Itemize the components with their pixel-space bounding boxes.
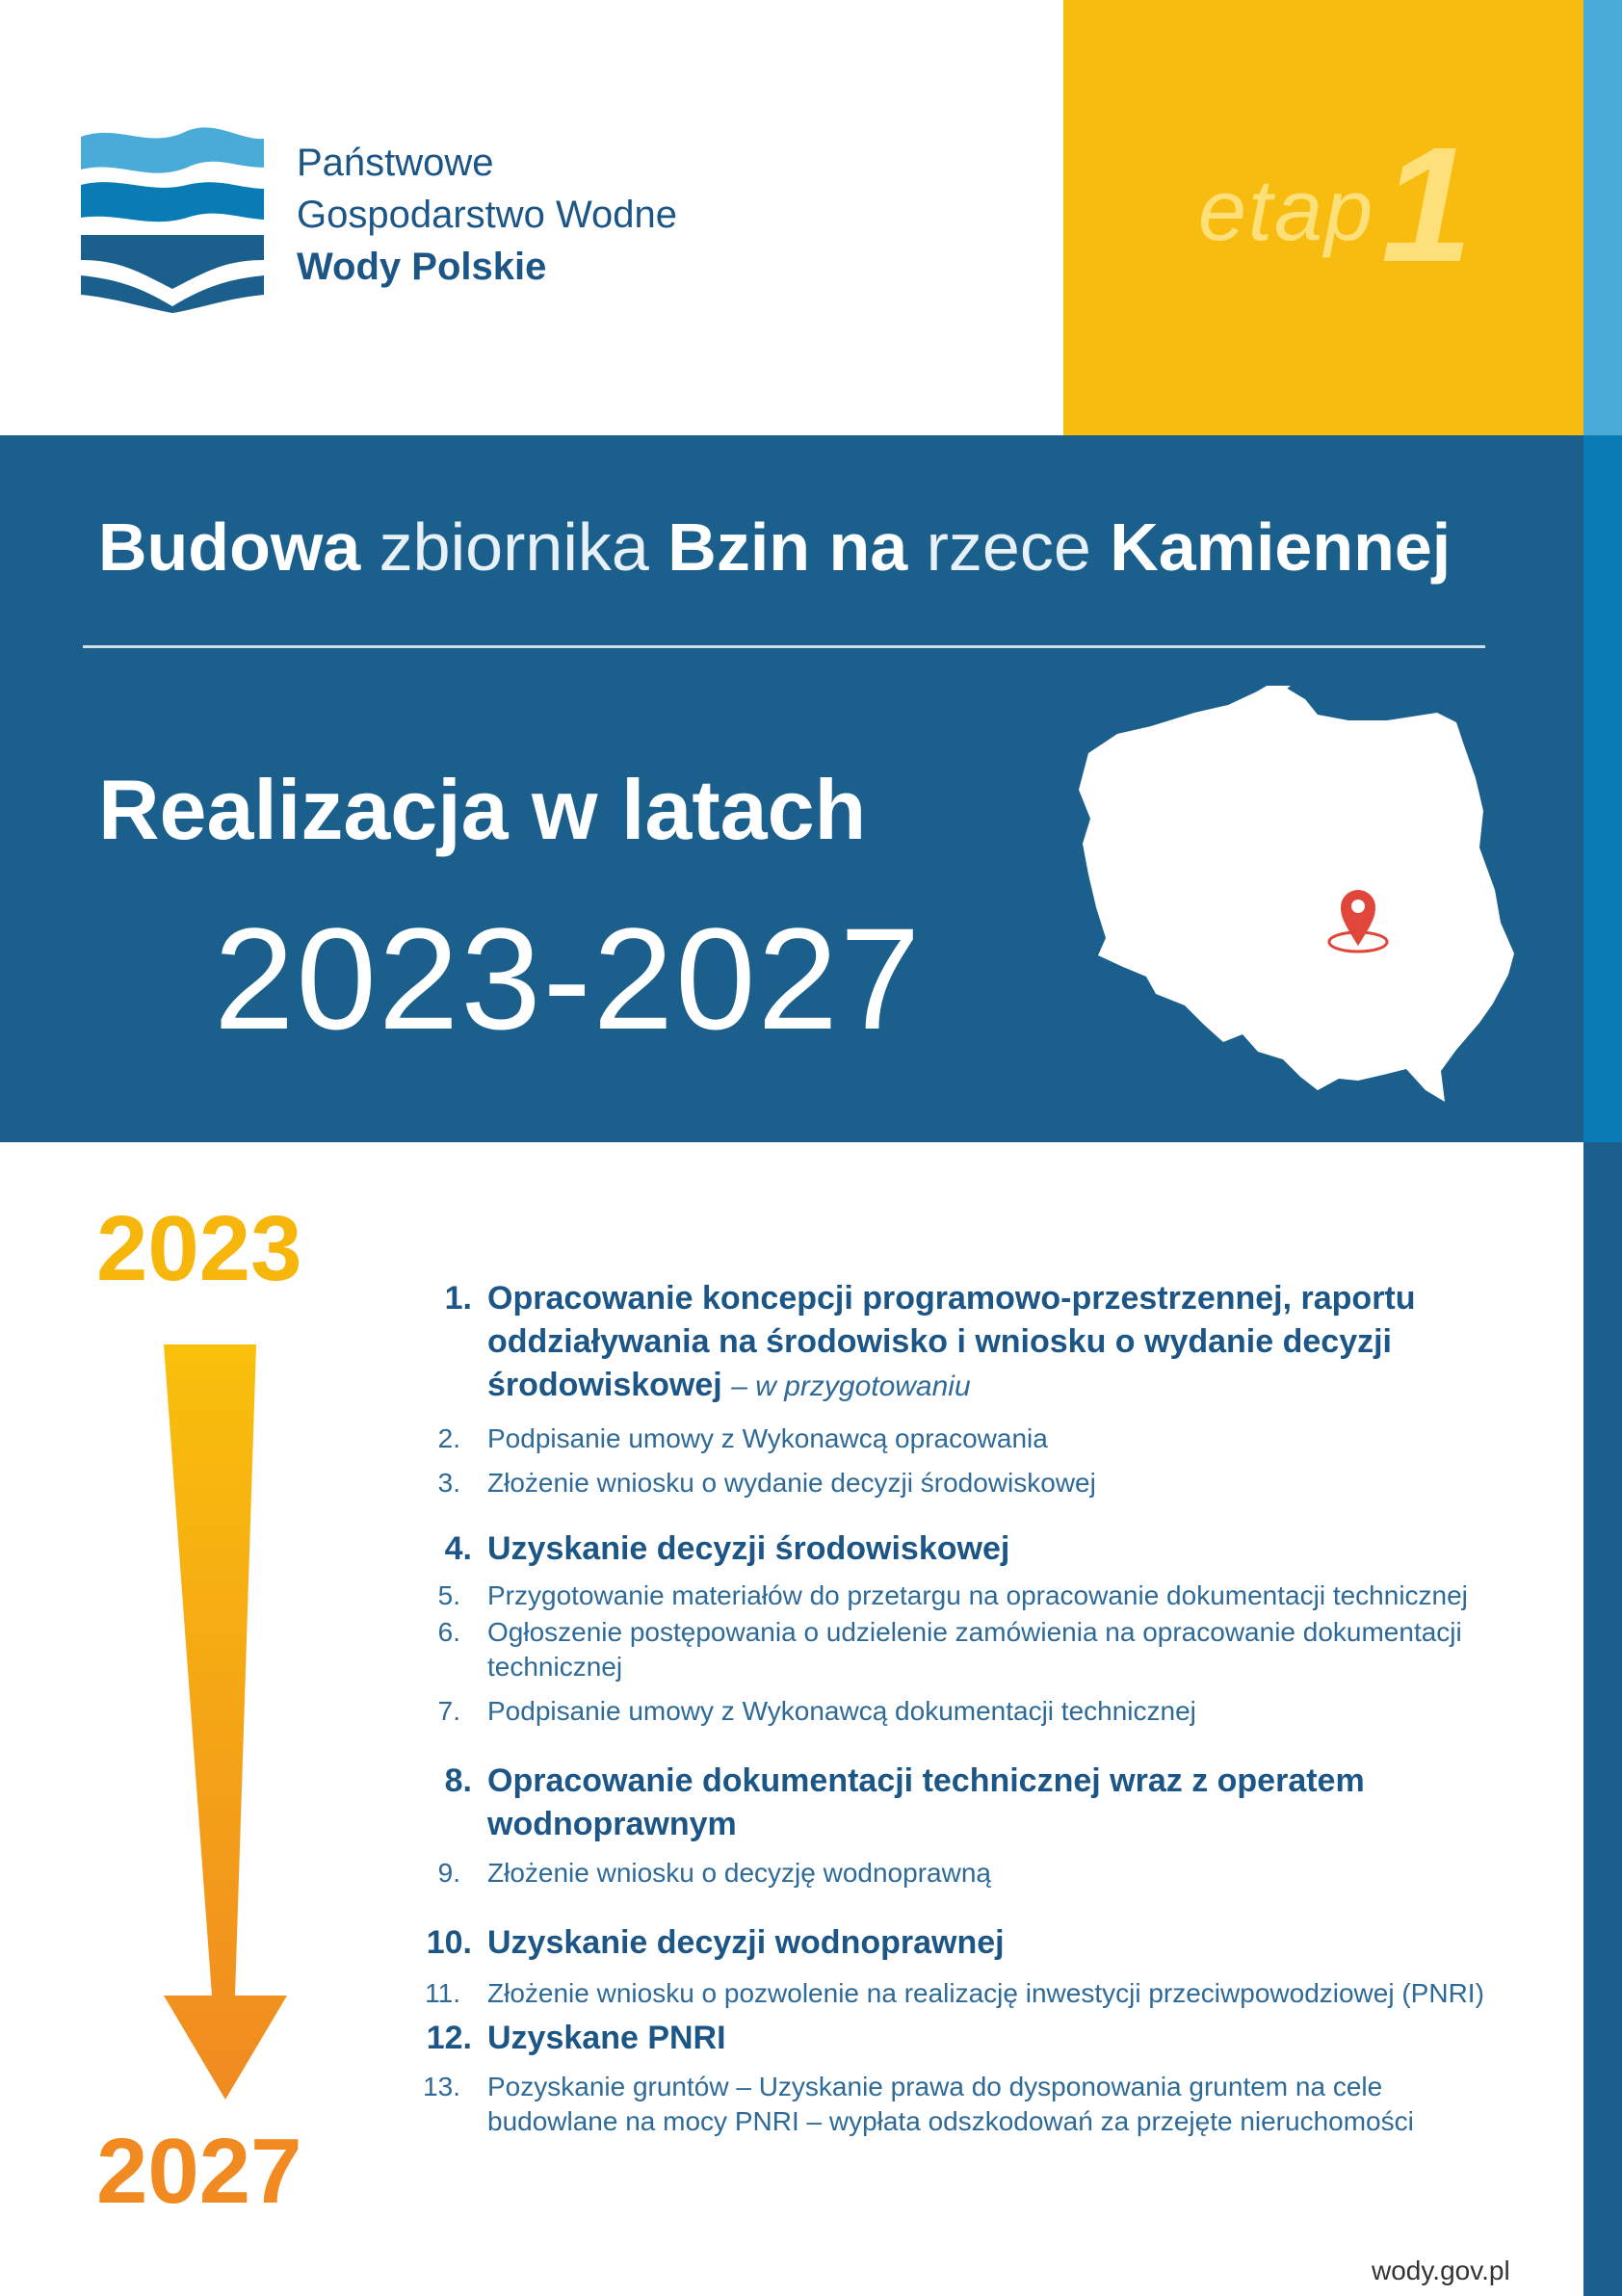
stage-badge xyxy=(1063,0,1583,435)
step-text: Uzyskanie decyzji środowiskowej xyxy=(487,1530,1010,1567)
step-item xyxy=(414,1527,1503,1571)
logo-line-2: Gospodarstwo Wodne xyxy=(297,194,678,236)
logo-line-1: Państwowe xyxy=(297,142,494,184)
step-text: Złożenie wniosku o pozwolenie na realizację inwestycji przeciwpowodziowej (PNRI) xyxy=(487,1978,1484,2008)
steps-list xyxy=(414,1277,1503,2139)
step-number: 3. xyxy=(437,1468,460,1498)
step-item xyxy=(414,1760,1503,1846)
divider xyxy=(83,645,1485,648)
step-number: 11. xyxy=(425,1978,460,2008)
poland-map-icon xyxy=(1060,686,1522,1109)
edge-stripe-medium xyxy=(1583,435,1622,1142)
project-title xyxy=(98,510,1451,585)
step-status-note: – w przygotowaniu xyxy=(731,1370,971,1402)
step-number: 4. xyxy=(444,1530,472,1567)
title-part-5: Kamiennej xyxy=(1110,509,1452,585)
step-text: Przygotowanie materiałów do przetargu na opracowanie dokumentacji technicznej xyxy=(487,1580,1468,1610)
step-number: 8. xyxy=(444,1762,472,1799)
title-part-4: rzece xyxy=(926,509,1091,585)
step-item xyxy=(414,1422,1503,1456)
website-link[interactable]: wody.gov.pl xyxy=(1372,2256,1510,2285)
organization-name xyxy=(297,137,677,293)
stage-number: 1 xyxy=(1381,114,1473,297)
realization-heading: Realizacja w latach xyxy=(98,762,867,857)
logo-line-3: Wody Polskie xyxy=(297,246,547,288)
step-item xyxy=(414,1921,1503,1965)
step-text: Uzyskanie decyzji wodnoprawnej xyxy=(487,1924,1005,1961)
step-number: 10. xyxy=(426,1924,472,1961)
timeline-end-year: 2027 xyxy=(96,2120,302,2223)
step-text: Podpisanie umowy z Wykonawcą opracowania xyxy=(487,1423,1048,1453)
realization-years: 2023-2027 xyxy=(214,898,923,1059)
wody-polskie-logo-icon xyxy=(81,125,264,313)
step-number: 5. xyxy=(437,1580,460,1610)
step-text: Pozyskanie gruntów – Uzyskanie prawa do dysponowania gruntem na cele budowlane na mocy PNRI – wypłata odszkodowań za przejęte nieruchomości xyxy=(487,2072,1414,2136)
timeline-start-year: 2023 xyxy=(96,1197,302,1300)
step-item xyxy=(414,1277,1503,1408)
stage-label: etap xyxy=(1198,163,1375,259)
step-number: 12. xyxy=(426,2020,472,2056)
step-text: Ogłoszenie postępowania o udzielenie zamówienia na opracowanie dokumentacji technicznej xyxy=(487,1617,1462,1682)
step-number: 6. xyxy=(437,1617,460,1647)
step-item xyxy=(414,2070,1503,2139)
step-item xyxy=(414,1466,1503,1500)
step-number: 1. xyxy=(444,1280,472,1317)
step-item xyxy=(414,1615,1503,1684)
step-text: Podpisanie umowy z Wykonawcą dokumentacji technicznej xyxy=(487,1696,1196,1726)
step-text: Opracowanie dokumentacji technicznej wraz z operatem wodnoprawnym xyxy=(487,1762,1365,1842)
step-item xyxy=(414,1856,1503,1891)
step-number: 9. xyxy=(437,1858,460,1888)
title-part-3: Bzin na xyxy=(667,509,908,585)
step-text: Opracowanie koncepcji programowo-przestrzennej, raportu oddziaływania na środowisko i wniosku o wydanie decyzji środowiskowej xyxy=(487,1280,1416,1403)
step-item xyxy=(414,1976,1503,2011)
step-text: Uzyskane PNRI xyxy=(487,2020,726,2056)
timeline-arrow-icon xyxy=(164,1344,289,2100)
edge-stripe-dark xyxy=(1583,1142,1622,2296)
step-number: 2. xyxy=(437,1423,460,1453)
step-text: Złożenie wniosku o wydanie decyzji środowiskowej xyxy=(487,1468,1096,1498)
step-number: 13. xyxy=(423,2072,460,2101)
step-number: 7. xyxy=(437,1696,460,1726)
title-part-2: zbiornika xyxy=(379,509,649,585)
title-part-1: Budowa xyxy=(98,509,361,585)
header-banner xyxy=(0,435,1583,1142)
edge-stripe-light xyxy=(1583,0,1622,435)
step-text: Złożenie wniosku o decyzję wodnoprawną xyxy=(487,1858,991,1888)
step-item xyxy=(414,1694,1503,1729)
step-item xyxy=(414,2017,1503,2060)
step-item xyxy=(414,1578,1503,1613)
